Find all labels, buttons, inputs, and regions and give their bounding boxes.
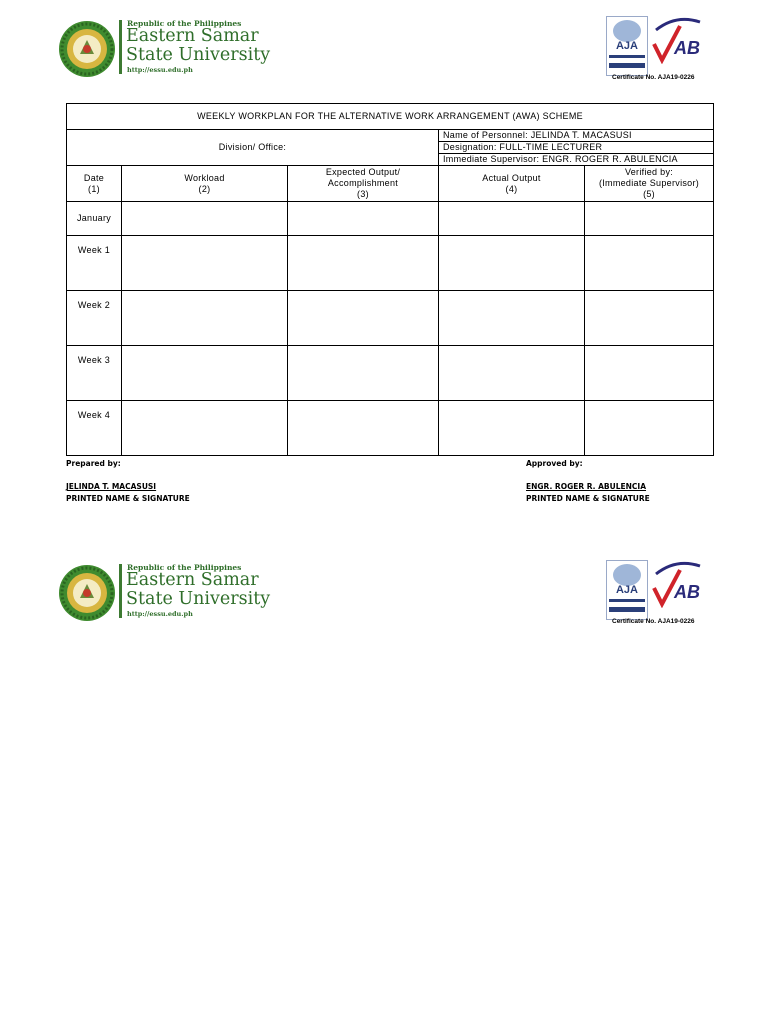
row-label: Week 4 (67, 401, 122, 456)
aja-label: AJA (615, 584, 638, 596)
expected-output-cell[interactable] (288, 401, 439, 456)
workload-cell[interactable] (122, 401, 288, 456)
approved-by-caption: PRINTED NAME & SIGNATURE (526, 494, 650, 503)
verified-by-cell[interactable] (585, 202, 714, 236)
globe-icon (613, 564, 641, 586)
university-seal-logo (58, 20, 116, 78)
university-name-line2: State University (126, 589, 271, 609)
university-name (126, 571, 270, 609)
table-row (67, 291, 714, 346)
aja-label: AJA (615, 40, 638, 52)
column-label: Accomplishment (327, 178, 399, 188)
prepared-by-name: JELINDA T. MACASUSI (66, 482, 157, 491)
aja-stripe (609, 55, 645, 58)
column-number: (5) (643, 189, 655, 199)
column-label: Verified by: (624, 167, 674, 177)
expected-output-cell[interactable] (288, 346, 439, 401)
title-row (67, 104, 714, 130)
republic-text: Republic of the Philippines (127, 19, 242, 28)
table-row (67, 236, 714, 291)
jab-accreditation-logo (650, 560, 704, 608)
actual-output-cell[interactable] (439, 346, 585, 401)
aja-stripe (609, 63, 645, 68)
name-of-personnel: Name of Personnel: JELINDA T. MACASUSI (439, 130, 714, 142)
globe-icon (613, 20, 641, 42)
workload-cell[interactable] (122, 202, 288, 236)
certificate-number: Certificate No. AJA19-0226 (612, 74, 695, 81)
university-url: http://essu.edu.ph (127, 610, 193, 618)
actual-output-cell[interactable] (439, 401, 585, 456)
certificate-number: Certificate No. AJA19-0226 (612, 618, 695, 625)
actual-output-cell[interactable] (439, 202, 585, 236)
university-name (126, 27, 270, 65)
column-header-verified-by (585, 166, 714, 202)
personnel-row (67, 130, 714, 142)
column-header-actual-output (439, 166, 585, 202)
column-number: (1) (88, 183, 100, 194)
column-header-expected-output (288, 166, 439, 202)
prepared-by-caption: PRINTED NAME & SIGNATURE (66, 494, 190, 503)
university-name-line1: Eastern Samar (126, 570, 259, 590)
workload-cell[interactable] (122, 291, 288, 346)
form-title: WEEKLY WORKPLAN FOR THE ALTERNATIVE WORK ARRANGEMENT (AWA) SCHEME (67, 104, 714, 130)
workplan-table (66, 103, 714, 456)
letterhead (0, 16, 768, 91)
divider (119, 564, 122, 618)
immediate-supervisor: Immediate Supervisor: ENGR. ROGER R. ABULENCIA (439, 154, 714, 166)
row-label: Week 3 (67, 346, 122, 401)
column-label: Date (83, 172, 105, 183)
row-label: Week 1 (67, 236, 122, 291)
column-header-row (67, 166, 714, 202)
actual-output-cell[interactable] (439, 236, 585, 291)
row-label: Week 2 (67, 291, 122, 346)
expected-output-cell[interactable] (288, 291, 439, 346)
verified-by-cell[interactable] (585, 346, 714, 401)
approved-by-label: Approved by: (526, 459, 583, 468)
svg-text:AB: AB (674, 582, 700, 602)
svg-text:AB: AB (674, 38, 700, 58)
aja-certification-logo (606, 16, 648, 76)
prepared-by-label: Prepared by: (66, 459, 121, 468)
column-number: (3) (357, 189, 369, 199)
column-header-date (67, 166, 122, 202)
aja-stripe (609, 607, 645, 612)
aja-certification-logo (606, 560, 648, 620)
designation: Designation: FULL-TIME LECTURER (439, 142, 714, 154)
column-number: (2) (198, 183, 211, 194)
table-row (67, 401, 714, 456)
aja-stripe (609, 599, 645, 602)
workload-cell[interactable] (122, 236, 288, 291)
column-number: (4) (505, 183, 518, 194)
table-row (67, 202, 714, 236)
university-seal-logo (58, 564, 116, 622)
university-name-line2: State University (126, 45, 271, 65)
jab-accreditation-logo (650, 16, 704, 64)
row-label: January (67, 202, 122, 236)
republic-text: Republic of the Philippines (127, 563, 242, 572)
verified-by-cell[interactable] (585, 236, 714, 291)
workload-cell[interactable] (122, 346, 288, 401)
approved-by-name: ENGR. ROGER R. ABULENCIA (526, 482, 647, 491)
table-row (67, 346, 714, 401)
university-url: http://essu.edu.ph (127, 66, 193, 74)
division-office-cell: Division/ Office: (67, 130, 439, 166)
column-label: Actual Output (482, 172, 541, 183)
column-header-workload (122, 166, 288, 202)
university-name-line1: Eastern Samar (126, 26, 259, 46)
divider (119, 20, 122, 74)
letterhead (0, 560, 768, 635)
column-label: Expected Output/ (325, 167, 401, 177)
column-label: (Immediate Supervisor) (598, 178, 700, 188)
verified-by-cell[interactable] (585, 401, 714, 456)
expected-output-cell[interactable] (288, 236, 439, 291)
column-label: Workload (184, 172, 225, 183)
actual-output-cell[interactable] (439, 291, 585, 346)
expected-output-cell[interactable] (288, 202, 439, 236)
verified-by-cell[interactable] (585, 291, 714, 346)
